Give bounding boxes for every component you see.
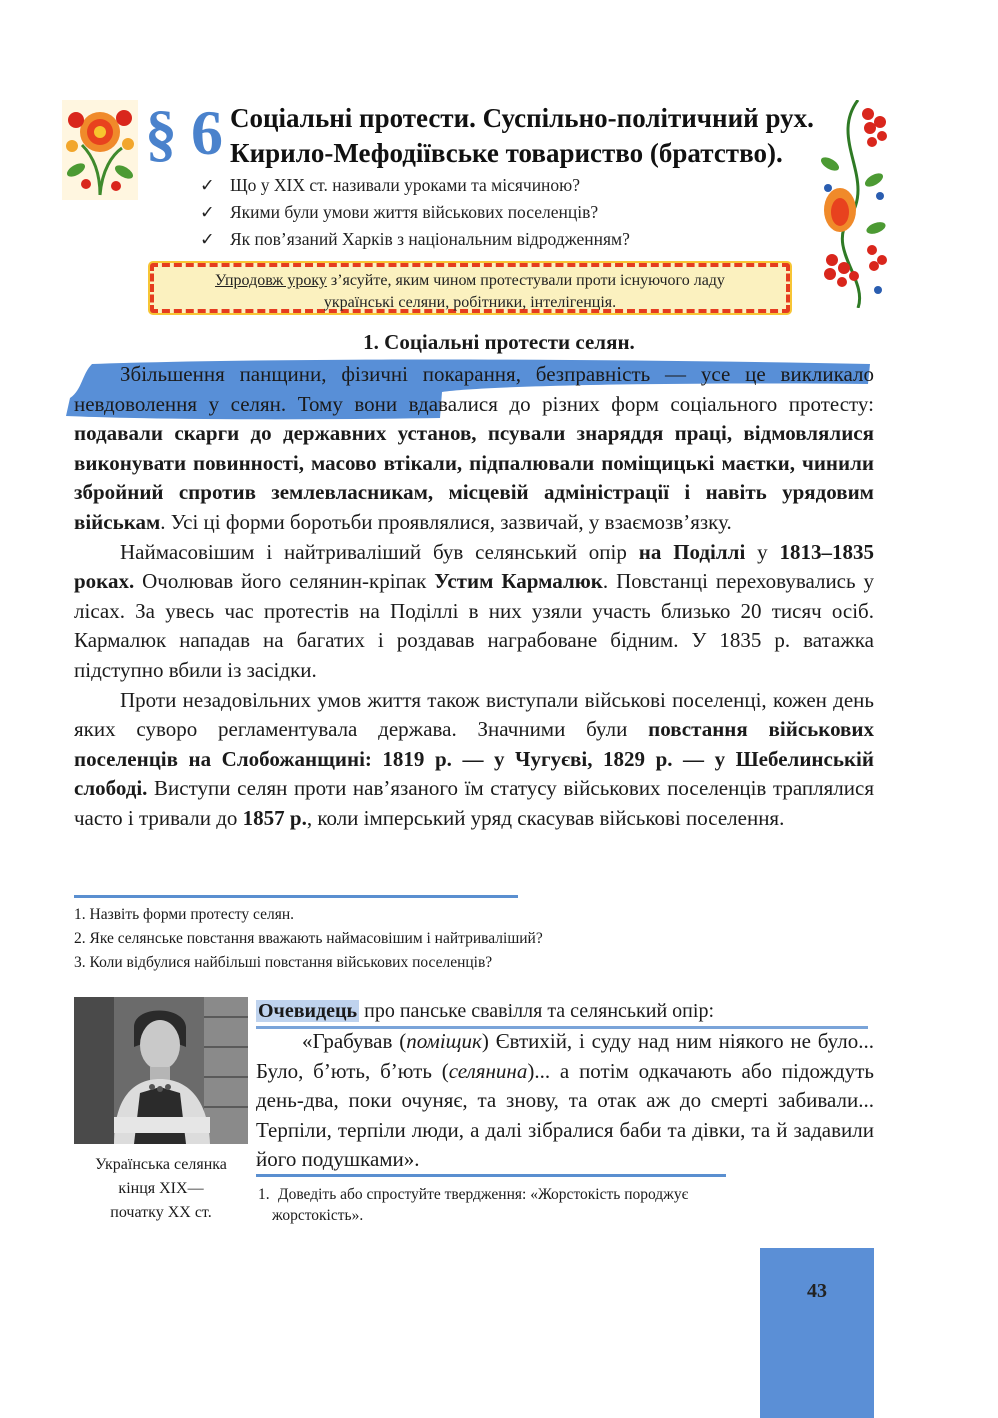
witness-task: 1. Доведіть або спростуйте твердження: «Жорстокість породжує жорстокість». xyxy=(258,1186,689,1224)
section-number: § 6 xyxy=(145,97,222,168)
lesson-goal-box xyxy=(150,263,790,313)
page-title-line-2: Кирило-Мефодіївське товариство (братство). xyxy=(230,138,783,168)
page-number-block xyxy=(760,1248,874,1418)
intro-questions xyxy=(200,172,630,253)
list-item: 1. Назвіть форми протесту селян. xyxy=(74,906,295,923)
flower-ornament-icon xyxy=(62,100,138,200)
divider xyxy=(256,1174,726,1177)
vine-ornament-icon xyxy=(818,100,892,308)
check-icon: ✓ xyxy=(200,202,215,222)
section-body xyxy=(74,360,874,834)
intro-question: ✓ Якими були умови життя військових поселенців? xyxy=(200,199,630,226)
check-icon: ✓ xyxy=(200,175,215,195)
witness-heading: Очевидець про панське свавілля та селянський опір: xyxy=(258,1000,714,1022)
witness-quote: «Грабував (поміщик) Євтихій, і суду над ним ніякого не було... Було, б’ють, б’ють (селянина)... а потім одкачають або підождуть день-два, поки очуняє, та знову, та отак аж до смерті забивали... Терпіли, терпіли люди, а далі зібралися баби та дівки, та й задавили його подушками». xyxy=(256,1029,874,1172)
page-title-line-1: Соціальні протести. Суспільно-політичний рух. xyxy=(230,103,814,133)
divider xyxy=(74,895,518,898)
section-heading: 1. Соціальні протести селян. xyxy=(363,330,635,354)
paragraph-2: Наймасовішим і найтриваліший був селянський опір на Поділлі у 1813–1835 роках. Очолював його селянин-кріпак Устим Кармалюк. Повстанці переховувались у лісах. За увесь час протестів на Поділлі в них узяли участь близько 20 тисяч осіб. Кармалюк нападав на багатих і роздавав награбоване бідним. У 1835 р. ватажка підступно вбили із засідки. xyxy=(74,539,875,682)
intro-question: ✓ Як пов’язаний Харків з національним відродженням? xyxy=(200,226,630,253)
goal-text-1: з’ясуйте, яким чином протестували проти існуючого ладу xyxy=(326,272,725,289)
paragraph-3: Проти незадовільних умов життя також виступали військові поселенці, кожен день яких суворо регламентувала держава. Значними були повстання військових поселенців на Слобожанщині: 1819 р. — у Чугуєві, 1829 р. — у Шебелинській слободі. Виступи селян проти нав’язаного їм статусу військових поселенців траплялися часто і тривали до 1857 р., коли імперський уряд скасував військові поселення. xyxy=(74,687,874,830)
photo-caption: Українська селянка кінця ХІХ— початку ХХ ст. xyxy=(95,1156,227,1221)
review-questions xyxy=(74,903,543,975)
peasant-woman-photo xyxy=(74,997,248,1144)
witness-label: Очевидець xyxy=(258,1000,358,1022)
goal-text-2: українські селяни, робітники, інтелігенція. xyxy=(323,294,617,311)
paragraph-1: Збільшення панщини, фізичні покарання, безправність — усе це викликало невдоволення у селян. Тому вони вдавалися до різних форм соціального протесту: подавали скарги до державних установ, псували знаряддя праці, відмовлялися виконувати повинності, масово втікали, підпалювали поміщицькі маєтки, чинили збройний спротив землевласникам, місцевій адміністрації і навіть урядовим військам. Усі ці форми боротьби проявлялися, зазвичай, у взаємозв’язку. xyxy=(74,362,874,534)
goal-prefix: Упродовж уроку xyxy=(215,272,327,289)
intro-question: ✓ Що у ХІХ ст. називали уроками та місячиною? xyxy=(200,172,630,199)
list-item: 3. Коли відбулися найбільші повстання військових поселенців? xyxy=(74,954,493,971)
list-item: 2. Яке селянське повстання вважають наймасовішим і найтриваліший? xyxy=(74,930,543,947)
page-number: 43 xyxy=(807,1280,827,1302)
check-icon: ✓ xyxy=(200,229,215,249)
